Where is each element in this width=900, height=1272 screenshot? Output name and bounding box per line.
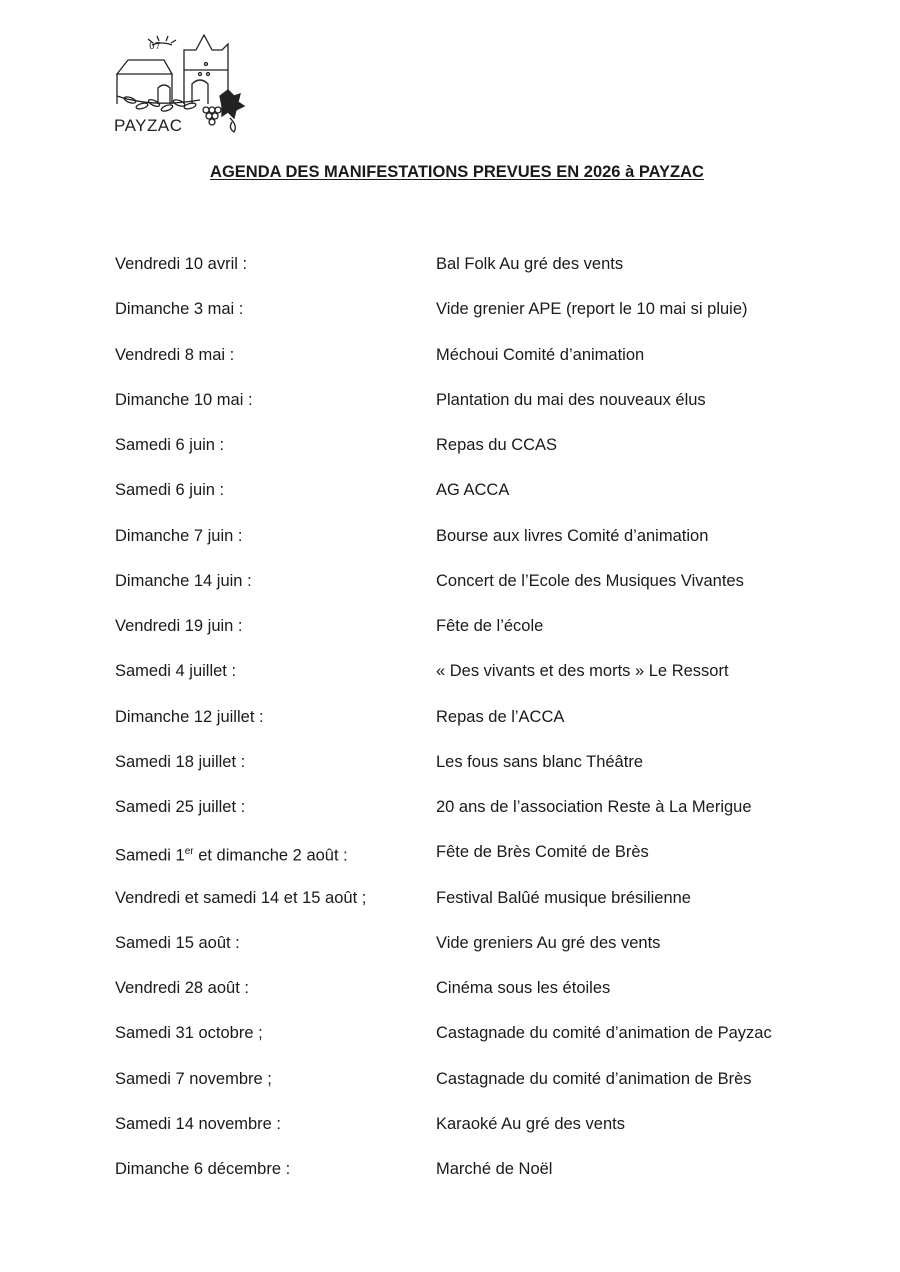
- list-item: [115, 705, 835, 750]
- list-item: [115, 750, 835, 795]
- event-date: Vendredi 10 avril :: [115, 255, 248, 273]
- event-date: Vendredi 28 août :: [115, 979, 249, 997]
- event-date: Dimanche 3 mai :: [115, 300, 244, 319]
- list-item: [115, 1157, 835, 1202]
- event-date: Samedi 31 octobre ;: [115, 1024, 263, 1043]
- event-description: Vide grenier APE (report le 10 mai si pluie): [436, 300, 748, 319]
- event-date: Samedi 18 juillet :: [115, 752, 246, 771]
- event-description: Méchoui Comité d’animation: [436, 345, 645, 364]
- event-description: Concert de l’Ecole des Musiques Vivantes: [436, 571, 744, 590]
- event-date: Samedi 4 juillet :: [115, 662, 237, 681]
- event-date: Dimanche 12 juillet :: [115, 707, 264, 726]
- event-date: Vendredi 19 juin :: [115, 617, 243, 635]
- list-item: [115, 343, 835, 388]
- list-item: [115, 388, 835, 433]
- list-item: [115, 524, 835, 569]
- event-description: Marché de Noël: [436, 1160, 553, 1178]
- list-item: [115, 659, 835, 704]
- event-date: Vendredi et samedi 14 et 15 août ;: [115, 888, 367, 907]
- list-item: [115, 614, 835, 659]
- event-date: Samedi 7 novembre ;: [115, 1069, 272, 1088]
- list-item: [115, 976, 835, 1021]
- event-date: Samedi 25 juillet :: [115, 798, 246, 816]
- event-description: Plantation du mai des nouveaux élus: [436, 390, 706, 409]
- list-item: [115, 795, 835, 840]
- events-list: [115, 252, 835, 1202]
- event-description: Fête de Brès Comité de Brès: [436, 843, 649, 862]
- event-date: Samedi 15 août :: [115, 933, 240, 952]
- event-date: Dimanche 14 juin :: [115, 571, 252, 590]
- payzac-logo: [112, 30, 248, 138]
- list-item: [115, 931, 835, 976]
- event-date: Dimanche 7 juin :: [115, 526, 243, 545]
- event-description: Bourse aux livres Comité d’animation: [436, 526, 709, 545]
- event-description: 20 ans de l’association Reste à La Merigue: [436, 798, 752, 816]
- list-item: [115, 433, 835, 478]
- event-description: Castagnade du comité d’animation de Brès: [436, 1069, 752, 1088]
- list-item: [115, 1112, 835, 1157]
- event-description: Castagnade du comité d’animation de Payzac: [436, 1024, 772, 1043]
- event-date: Samedi 6 juin :: [115, 436, 225, 454]
- list-item: [115, 569, 835, 614]
- event-description: Bal Folk Au gré des vents: [436, 255, 624, 273]
- event-date: Vendredi 8 mai :: [115, 345, 235, 364]
- list-item: [115, 840, 835, 885]
- event-date: Samedi 6 juin :: [115, 481, 225, 500]
- commune-name: PAYZAC: [114, 116, 183, 135]
- list-item: [115, 478, 835, 523]
- event-date: [115, 840, 436, 868]
- department-code: 07: [149, 42, 161, 52]
- event-description: AG ACCA: [436, 481, 510, 500]
- page-title: AGENDA DES MANIFESTATIONS PREVUES EN 2026 à PAYZAC: [210, 163, 704, 181]
- event-description: Repas de l’ACCA: [436, 707, 565, 726]
- event-date-ordinal: er: [184, 846, 194, 858]
- event-description: Fête de l’école: [436, 617, 544, 635]
- event-description: « Des vivants et des morts » Le Ressort: [436, 662, 729, 681]
- list-item: [115, 297, 835, 342]
- event-description: Karaoké Au gré des vents: [436, 1114, 625, 1133]
- event-date: Samedi 14 novembre :: [115, 1114, 282, 1133]
- list-item: [115, 1067, 835, 1112]
- event-date-suffix: et dimanche 2 août :: [193, 846, 348, 865]
- list-item: [115, 886, 835, 931]
- event-date-prefix: Samedi 1: [115, 846, 185, 865]
- event-date: Dimanche 10 mai :: [115, 390, 253, 409]
- event-description: Vide greniers Au gré des vents: [436, 933, 661, 952]
- list-item: [115, 1021, 835, 1066]
- event-description: Repas du CCAS: [436, 436, 558, 454]
- list-item: [115, 252, 835, 297]
- event-description: Cinéma sous les étoiles: [436, 979, 611, 997]
- event-date: Dimanche 6 décembre :: [115, 1160, 291, 1178]
- event-description: Festival Balûé musique brésilienne: [436, 888, 691, 907]
- event-description: Les fous sans blanc Théâtre: [436, 752, 643, 771]
